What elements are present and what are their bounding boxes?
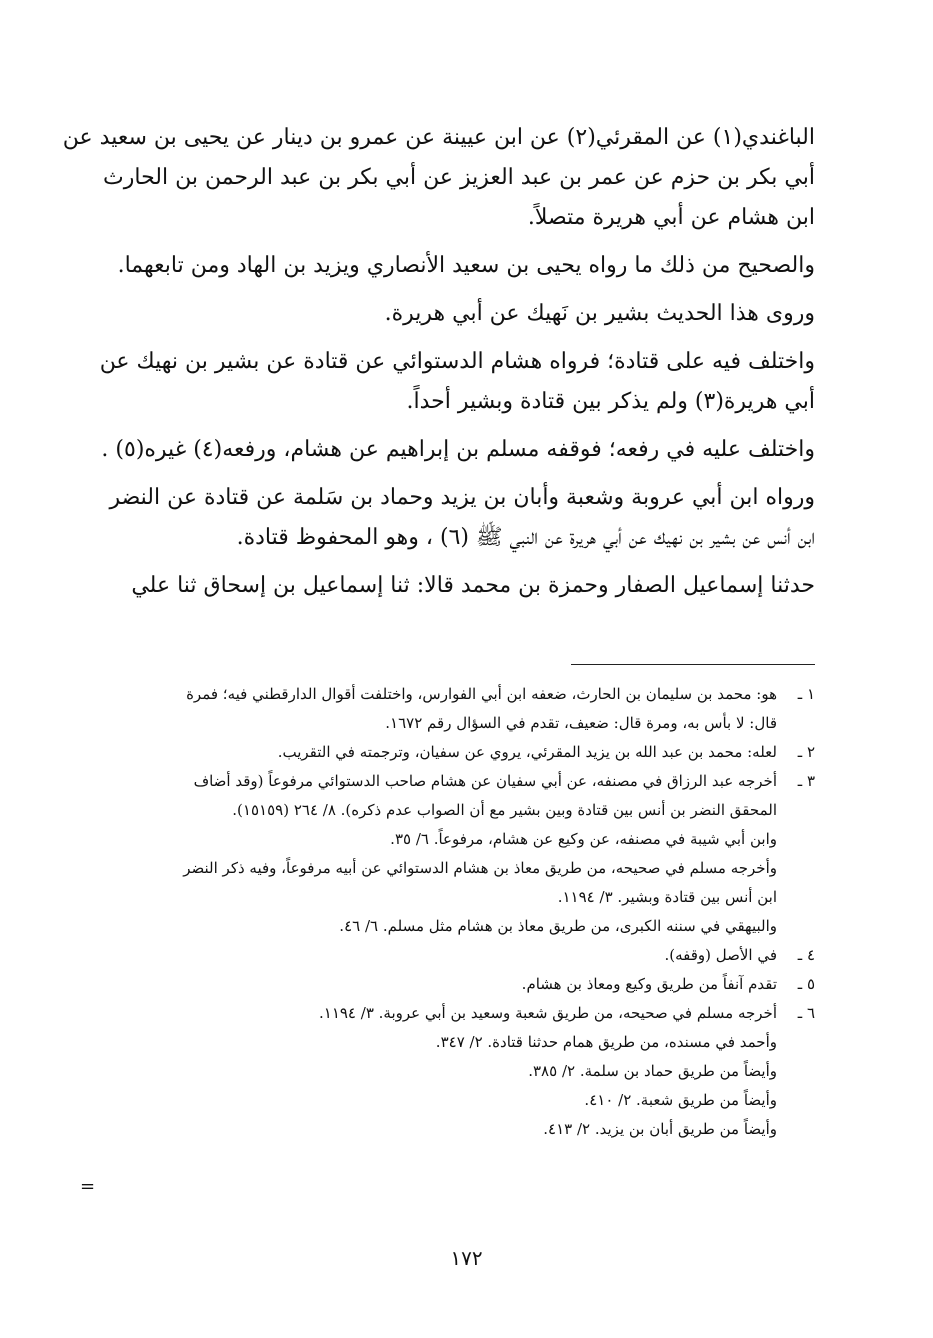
text-line: حدثنا إسماعيل الصفار وحمزة بن محمد قالا: ثنا إسماعيل بن إسحاق ثنا علي	[131, 573, 815, 598]
footnote-text: والبيهقي في سننه الكبرى، من طريق معاذ بن هشام مثل مسلم. ٦/ ٤٦.	[339, 917, 777, 935]
footnote-number: ٥ ـ	[797, 975, 815, 993]
footnote-number: ٣ ـ	[797, 772, 815, 790]
page-number: ١٧٢	[450, 1246, 483, 1270]
text-line: الباغندي(١) عن المقرئي(٢) عن ابن عيينة عن عمرو بن دينار عن يحيى بن سعيد عن	[62, 125, 815, 150]
footnotes	[100, 680, 815, 1144]
footnote-text: وأيضاً من طريق شعبة. ٢/ ٤١٠.	[584, 1091, 777, 1109]
footnote-text: وأيضاً من طريق أبان بن يزيد. ٢/ ٤١٣.	[543, 1120, 777, 1138]
footnote-6	[100, 999, 815, 1028]
text-line: واختلف فيه على قتادة؛ فرواه هشام الدستوائي عن قتادة عن بشير بن نهيك عن	[99, 349, 815, 374]
text-line: ورواه ابن أبي عروبة وشعبة وأبان بن يزيد وحماد بن سَلمة عن قتادة عن النضر	[109, 485, 815, 510]
footnote-4	[100, 941, 815, 970]
footnote-text: ابن أنس بين قتادة وبشير. ٣/ ١١٩٤.	[557, 888, 777, 906]
main-text	[62, 118, 815, 606]
footnote-text: وابن أبي شيبة في مصنفه، عن وكيع عن هشام، مرفوعاً. ٦/ ٣٥.	[390, 830, 777, 848]
footnote-3	[100, 767, 815, 796]
footnote-text: قال: لا بأس به، ومرة قال: ضعيف، تقدم في السؤال رقم ١٦٧٢.	[385, 714, 777, 732]
footnote-number: ١ ـ	[797, 685, 815, 703]
footnote-separator	[571, 664, 815, 665]
footnote-text: أخرجه مسلم في صحيحه، من طريق شعبة وسعيد بن أبي عروبة. ٣/ ١١٩٤.	[318, 1004, 777, 1022]
footnote-number: ٤ ـ	[797, 946, 815, 964]
text-line: أبي هريرة(٣) ولم يذكر بين قتادة وبشير أحداً.	[406, 389, 815, 414]
footnote-text: وأخرجه مسلم في صحيحه، من طريق معاذ بن هشام الدستوائي عن أبيه مرفوعاً، وفيه ذكر النضر	[183, 859, 777, 877]
footnote-2	[100, 738, 815, 767]
footnote-1	[100, 680, 815, 709]
text-line: وروى هذا الحديث بشير بن نَهيك عن أبي هريرة.	[384, 301, 815, 326]
footnote-text: وأحمد في مسنده، من طريق همام حدثنا قتادة. ٢/ ٣٤٧.	[435, 1033, 777, 1051]
continuation-mark: =	[80, 1176, 96, 1197]
footnote-text: المحقق النضر بن أنس بين قتادة وبين بشير مع أن الصواب عدم ذكره). ٨/ ٢٦٤ (١٥١٥٩).	[232, 801, 777, 819]
text-line: ابن هشام عن أبي هريرة متصلاً.	[527, 205, 815, 230]
footnote-text: وأيضاً من طريق حماد بن سلمة. ٢/ ٣٨٥.	[528, 1062, 777, 1080]
footnote-5	[100, 970, 815, 999]
footnote-text: تقدم آنفاً من طريق وكيع ومعاذ بن هشام.	[521, 975, 777, 993]
text-line: ابن أنس عن بشير بن نهيك عن أبي هريرة عن النبي ﷺ (٦) ، وهو المحفوظ قتادة.	[236, 525, 815, 550]
footnote-text: هو: محمد بن سليمان بن الحارث، ضعفه ابن أبي الفوارس، واختلفت أقوال الدارقطني فيه؛ فمرة	[186, 685, 777, 703]
footnote-text: أخرجه عبد الرزاق في مصنفه، عن أبي سفيان عن هشام صاحب الدستوائي مرفوعاً (وقد أضاف	[193, 772, 777, 790]
footnote-number: ٢ ـ	[797, 743, 815, 761]
footnote-text: لعله: محمد بن عبد الله بن يزيد المقرئي، يروي عن سفيان، وترجمته في التقريب.	[277, 743, 777, 761]
text-line: والصحيح من ذلك ما رواه يحيى بن سعيد الأنصاري ويزيد بن الهاد ومن تابعهما.	[117, 253, 815, 278]
text-line: أبي بكر بن حزم عن عمر بن عبد العزيز عن أبي بكر بن عبد الرحمن بن الحارث	[103, 165, 815, 190]
footnote-text: في الأصل (وقفه).	[664, 946, 777, 964]
text-line: واختلف عليه في رفعه؛ فوقفه مسلم بن إبراهيم عن هشام، ورفعه(٤) غيره(٥) .	[101, 437, 815, 462]
footnote-number: ٦ ـ	[797, 1004, 815, 1022]
